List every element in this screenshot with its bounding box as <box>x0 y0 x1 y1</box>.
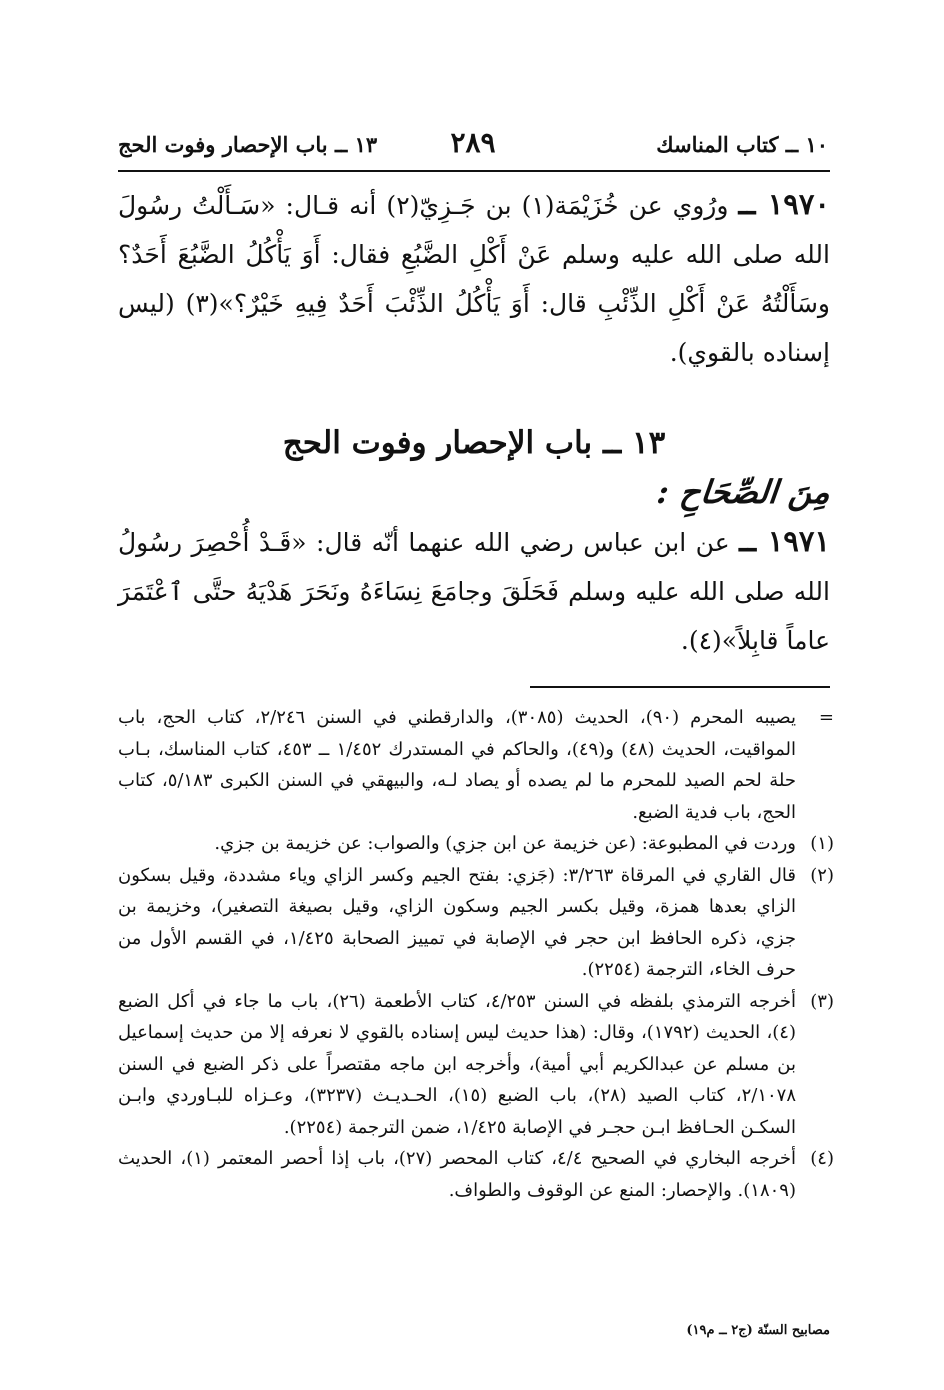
footnote-text: يصيبه المحرم (٩٠)، الحديث (٣٠٨٥)، والدارقطني في السنن ٢/٢٤٦، كتاب الحج، باب المواقيت، الحديث (٤٨) و(٤٩)، والحاكم في المستدرك ١/٤٥٢ ــ ٤٥٣، كتاب المناسك، بـاب حلة لحم الصيد للمحرم ما لم يصده أو يصاد لـه، والبيهقي في السنن الكبرى ٥/١٨٣، كتاب الحج، باب فدية الضبع. <box>118 707 796 823</box>
section-heading: ١٣ ــ باب الإحصار وفوت الحج <box>282 425 666 461</box>
footnote-text: قال القاري في المرقاة ٣/٢٦٣: (جَزي: بفتح الجيم وكسر الزاي وياء مشددة، وقيل بسكون الزاي بعدها همزة، وقيل بكسر الجيم وسكون الزاي، وقيل بصيغة التصغير)، وخزيمة بن جزي، ذكره الحافظ ابن حجر في الإصابة في تمييز الصحابة ١/٤٢٥، في القسم الأول من حرف الخاء، الترجمة (٢٢٥٤). <box>118 864 796 980</box>
hadith-1971 <box>118 517 830 665</box>
footnote-text: أخرجه الترمذي بلفظه في السنن ٤/٢٥٣، كتاب الأطعمة (٢٦)، باب ما جاء في أكل الضبع (٤)، الحديث (١٧٩٢)، وقال: (هذا حديث ليس إسناده بالقوي لا نعرفه إلا من حديث إسماعيل بن مسلم عن عبدالكريم أبي أمية)، وأخرجه ابن ماجه مقتصراً على ذكر الضبع في السنن ٢/١٠٧٨، كتاب الصيد (٢٨)، باب الضبع (١٥)، الحـديـث (٣٢٣٧)، وعـزاه للبـاوردي وابـن السكـن الحـافظ ابـن حجـر في الإصابة ١/٤٢٥، ضمن الترجمة (٢٢٥٤). <box>118 990 797 1138</box>
footnote-2 <box>118 860 834 986</box>
footnote-divider <box>530 686 830 688</box>
footnote-text: وردت في المطبوعة: (عن خزيمة عن ابن جزي) والصواب: عن خزيمة بن جزي. <box>214 833 796 854</box>
footnote-mark: (٢) <box>810 864 834 886</box>
footnote-mark: (٤) <box>810 1148 834 1169</box>
footnote-text: أخرجه البخاري في الصحيح ٤/٤، كتاب المحصر (٢٧)، باب إذا أحصر المعتمر (١)، الحديث (١٨٠٩). والإحصار: المنع عن الوقوف والطواف. <box>118 1148 796 1201</box>
footnote-3 <box>118 986 834 1144</box>
footnote-4 <box>118 1143 834 1206</box>
footnote-mark: (٣) <box>810 990 834 1012</box>
hadith-1970 <box>118 180 830 377</box>
hadith-number: ١٩٧٠ ــ <box>738 187 831 221</box>
subsection-heading: مِنَ الصِّحَاحِ : <box>654 473 832 511</box>
header-divider <box>118 170 830 172</box>
hadith-text: ورُوي عن خُزَيْمَة(١) بن جَـزِيّ(٢) أنه قـال: «سَـأَلْتُ رسُولَ الله صلى الله عليه وسلم عَنْ أَكْلِ الضَّبُعِ فقال: أَوَ يَأْكُلُ الضَّبُعَ أَحَدٌ؟ وسَأَلْتُهُ عَنْ أَكْلِ الذِّئْبِ قال: أَوَ يَأْكُلُ الذِّئْبَ أَحَدٌ فِيهِ خَيْرٌ؟»(٣) (ليس إسناده بالقوي). <box>118 191 830 367</box>
hadith-number: ١٩٧١ ــ <box>739 524 831 558</box>
section-running-title: ١٣ ــ باب الإحصار وفوت الحج <box>118 132 378 157</box>
footnote-1 <box>118 828 834 860</box>
footnotes <box>118 702 834 1206</box>
running-header <box>118 126 828 166</box>
page-number: ٢٨٩ <box>450 126 496 159</box>
footnote-continuation <box>118 702 834 828</box>
footnote-mark: = <box>818 707 834 728</box>
chapter-title: ١٠ ــ كتاب المناسك <box>656 132 828 157</box>
hadith-text: عن ابن عباس رضي الله عنهما أنّه قال: «قَـدْ أُحْصِرَ رسُولُ الله صلى الله عليه وسلم فَحَلَقَ وجامَعَ نِسَاءَهُ ونَحَرَ هَدْيَهُ حتَّى ٱعْتَمَرَ عاماً قابِلاً»(٤). <box>118 528 830 655</box>
signature-mark: مصابيح السنّة (ج٢ ــ م١٩) <box>686 1323 830 1338</box>
footnote-mark: (١) <box>810 833 834 854</box>
